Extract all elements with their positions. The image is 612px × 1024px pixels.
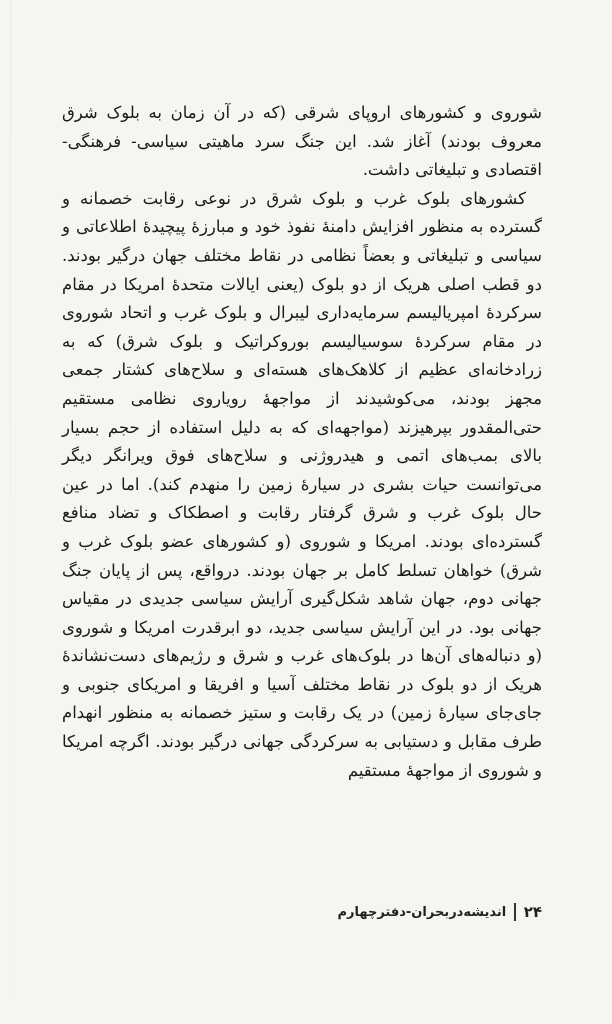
- page-footer: [337, 903, 542, 921]
- page-number: ۲۴: [523, 903, 542, 921]
- page-edge-shadow: [10, 0, 11, 1024]
- footer-divider: [514, 903, 516, 921]
- running-head: اندیشه‌دربحران-دفترچهارم: [337, 904, 507, 920]
- body-text: [62, 99, 542, 785]
- paragraph-1: شوروی و کشورهای اروپای شرقی (که در آن زمان به بلوک شرق معروف بودند) آغاز شد. این جنگ سرد ماهیتی سیاسی- فرهنگی- اقتصادی و تبلیغاتی داشت.: [62, 103, 542, 180]
- paragraph-2: کشورهای بلوک غرب و بلوک شرق در نوعی رقابت خصمانه و گسترده به منظور افزایش دامنهٔ نفوذ خود و مبارزهٔ پیچیدهٔ اطلاعاتی و سیاسی و تبلیغاتی و بعضاً نظامی در نقاط مختلف جهان درگیر بودند. دو قطب اصلی هریک از دو بلوک (یعنی ایالات متحدهٔ امریکا در مقام سرکردهٔ امپریالیسم سرمایه‌داری لیبرال و بلوک غرب و اتحاد شوروی در مقام سرکردهٔ سوسیالیسم بوروکراتیک و بلوک شرق) که به زرادخانه‌ای عظیم از کلاهک‌های هسته‌ای و سلاح‌های کشتار جمعی مجهز بودند، می‌کوشیدند از مواجههٔ رویاروی نظامی مستقیم حتی‌المقدور بپرهیزند (مواجهه‌ای که به دلیل استفاده از حجم بسیار بالای بمب‌های اتمی و هیدروژنی و سلاح‌های فوق ویرانگر دیگر می‌توانست حیات بشری در سیارهٔ زمین را منهدم کند). اما در عین حال بلوک غرب و شرق گرفتار رقابت و اصطکاک و تضاد منافع گسترده‌ای بودند. امریکا و شوروی (و کشورهای عضو بلوک غرب و شرق) خواهان تسلط کامل بر جهان بودند. درواقع، پس از پایان جنگ جهانی دوم، جهان شاهد شکل‌گیری آرایش سیاسی جدیدی در مقیاس جهانی بود. در این آرایش سیاسی جدید، دو ابرقدرت امریکا و شوروی (و دنباله‌های آن‌ها در بلوک‌های غرب و شرق و رژیم‌های دست‌نشاندهٔ هریک از دو بلوک در نقاط مختلف آسیا و افریقا و امریکای جنوبی و جای‌جای سیارهٔ زمین) در یک رقابت و ستیز خصمانه به منظور انهدام طرف مقابل و دستیابی به سرکردگی جهانی درگیر بودند. اگرچه امریکا و شوروی از مواجههٔ مستقیم: [62, 188, 542, 780]
